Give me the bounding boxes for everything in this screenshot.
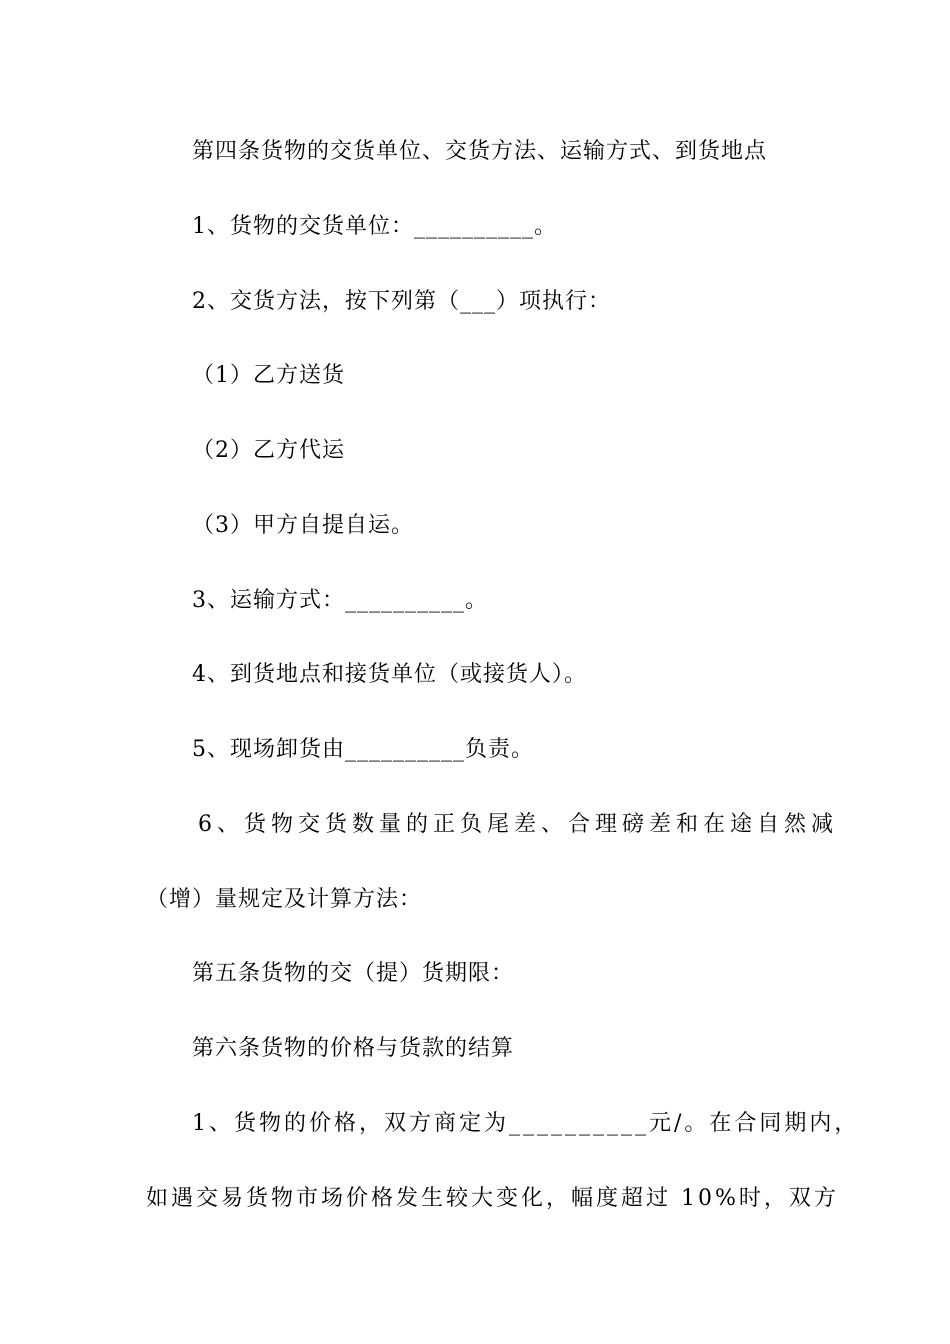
unloading-line: 5、现场卸货由__________负责。 xyxy=(192,737,534,762)
arrival-location-line: 4、到货地点和接货单位（或接货人）。 xyxy=(192,662,587,687)
article-4-heading: 第四条货物的交货单位、交货方法、运输方式、到货地点 xyxy=(192,139,768,164)
option-2-line: （2）乙方代运 xyxy=(192,438,345,463)
option-3-line: （3）甲方自提自运。 xyxy=(192,513,414,538)
option-1-line: （1）乙方送货 xyxy=(192,363,345,388)
transport-method-line: 3、运输方式：__________。 xyxy=(192,588,488,613)
article-6-heading: 第六条货物的价格与货款的结算 xyxy=(192,1036,515,1061)
quantity-tolerance-cont: （增）量规定及计算方法： xyxy=(146,887,423,912)
delivery-method-line: 2、交货方法，按下列第（___）项执行： xyxy=(192,289,611,314)
quantity-tolerance-line: 6、货物交货数量的正负尾差、合理磅差和在途自然减 xyxy=(198,812,838,837)
article-5-heading: 第五条货物的交（提）货期限： xyxy=(192,961,515,986)
price-line-cont: 如遇交易货物市场价格发生较大变化，幅度超过 10%时，双方 xyxy=(146,1186,839,1211)
delivery-unit-line: 1、货物的交货单位：__________。 xyxy=(192,214,557,239)
price-line: 1、货物的价格，双方商定为__________元/。在合同期内， xyxy=(192,1111,860,1136)
